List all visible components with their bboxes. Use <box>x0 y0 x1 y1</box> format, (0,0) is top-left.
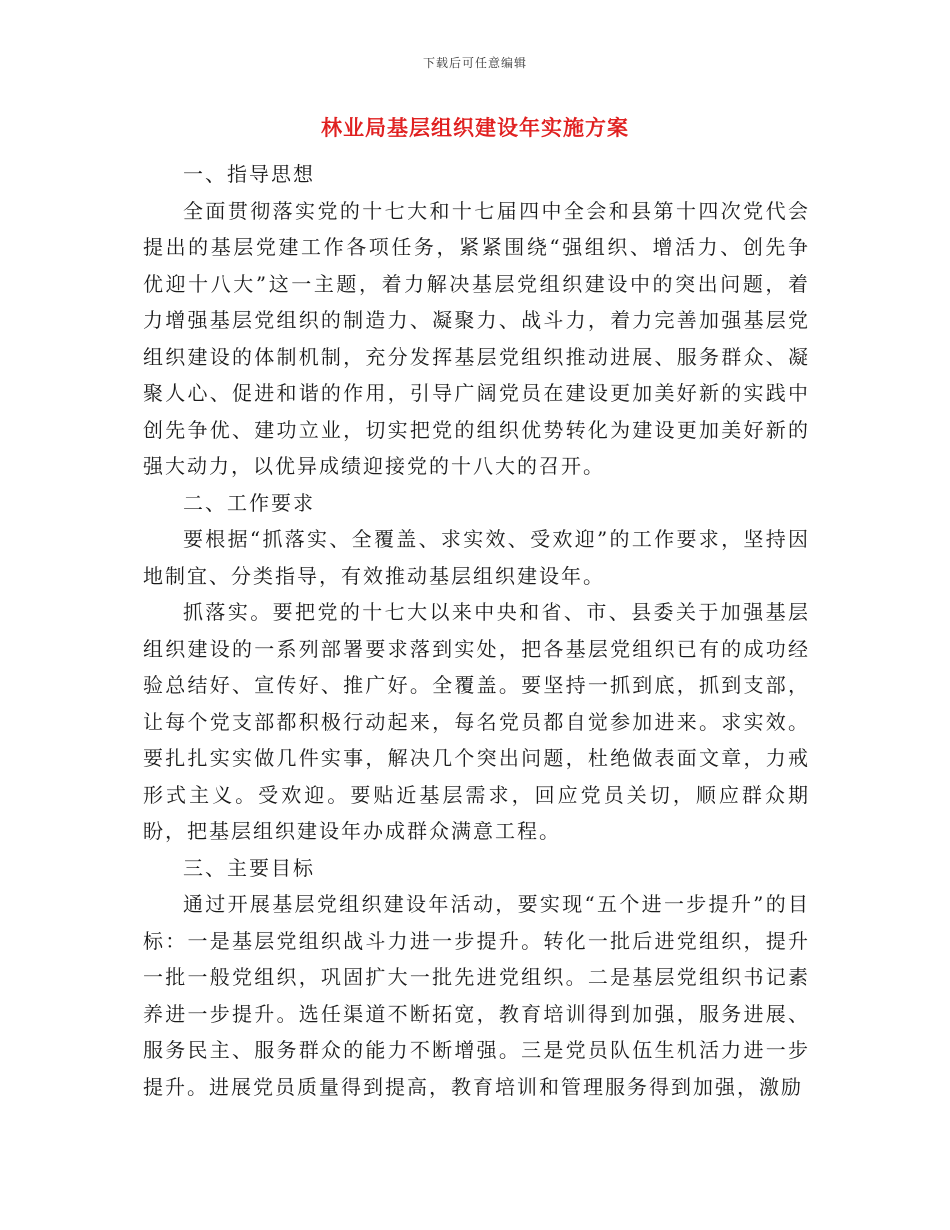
document-body <box>143 156 810 1105</box>
section-heading: 三、主要目标 <box>183 855 315 880</box>
paragraph: 通过开展基层党组织建设年活动，要实现“五个进一步提升”的目标：一是基层党组织战斗力进一步提升。转化一批后进党组织，提升一批一般党组织，巩固扩大一批先进党组织。二是基层党组织书记素养进一步提升。选任渠道不断拓宽，教育培训得到加强，服务进展、服务民主、服务群众的能力不断增强。三是党员队伍生机活力进一步提升。进展党员质量得到提高，教育培训和管理服务得到加强，激励 <box>143 892 810 1099</box>
document-title: 林业局基层组织建设年实施方案 <box>321 115 629 140</box>
page-header-note: 下载后可任意编辑 <box>422 56 527 70</box>
section-guiding-ideology <box>143 156 810 485</box>
section-main-goals <box>143 850 810 1106</box>
paragraph: 抓落实。要把党的十七大以来中央和省、市、县委关于加强基层组织建设的一系列部署要求落到实处，把各基层党组织已有的成功经验总结好、宣传好、推广好。全覆盖。要坚持一抓到底，抓到支部，让每个党支部都积极行动起来，每名党员都自觉参加进来。求实效。要扎扎实实做几件实事，解决几个突出问题，杜绝做表面文章，力戒形式主义。受欢迎。要贴近基层需求，回应党员关切，顺应群众期盼，把基层组织建设年办成群众满意工程。 <box>143 600 810 843</box>
section-heading: 一、指导思想 <box>183 162 315 186</box>
paragraph: 要根据“抓落实、全覆盖、求实效、受欢迎”的工作要求，坚持因地制宜、分类指导，有效推动基层组织建设年。 <box>143 527 810 588</box>
section-heading: 二、工作要求 <box>183 490 315 515</box>
paragraph: 全面贯彻落实党的十七大和十七届四中全会和县第十四次党代会提出的基层党建工作各项任务，紧紧围绕“强组织、增活力、创先争优迎十八大”这一主题，着力解决基层党组织建设中的突出问题，着力增强基层党组织的制造力、凝聚力、战斗力，着力完善加强基层党组织建设的体制机制，充分发挥基层党组织推动进展、服务群众、凝聚人心、促进和谐的作用，引导广阔党员在建设更加美好新的实践中创先争优、建功立业，切实把党的组织优势转化为建设更加美好新的强大动力，以优异成绩迎接党的十八大的召开。 <box>143 198 810 478</box>
section-work-requirements <box>143 485 810 850</box>
